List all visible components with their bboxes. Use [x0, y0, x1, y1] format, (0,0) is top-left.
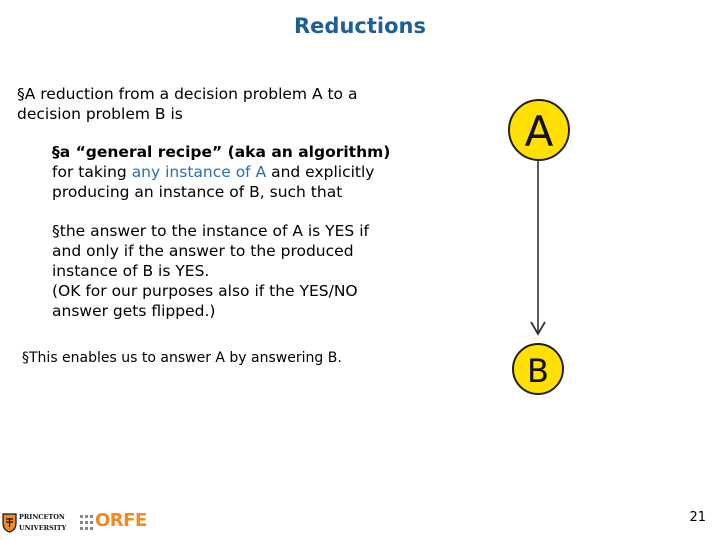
princeton-wordmark: PRINCETON: [19, 513, 65, 521]
answer-condition-text: §the answer to the instance of A is YES if and only if the answer to the produced instance of B is YES.: [52, 222, 369, 280]
node-b-label: B: [527, 352, 549, 390]
recipe-suffix: and explicitly producing an instance of B, such that: [52, 163, 375, 201]
orfe-grid-icon: [80, 515, 93, 531]
any-instance-highlight: any instance of A: [131, 163, 267, 181]
node-a-label: A: [524, 107, 554, 156]
answer-flip-note: (OK for our purposes also if the YES/NO answer gets flipped.): [52, 282, 358, 320]
slide-title: Reductions: [294, 14, 426, 38]
orfe-logo: [80, 510, 150, 536]
bullet-conclusion: §This enables us to answer A by answering B.: [22, 350, 342, 366]
recipe-mid: for taking: [52, 163, 132, 181]
orfe-wordmark: ORFE: [95, 510, 147, 531]
page-number: 21: [689, 510, 706, 525]
reduction-diagram: [496, 88, 586, 408]
princeton-shield-icon: [2, 513, 17, 533]
bullet-answer-condition: [52, 221, 392, 321]
recipe-text: §a “general recipe” (aka an algorithm): [52, 143, 391, 161]
university-wordmark: UNIVERSITY: [19, 524, 67, 532]
bullet-definition: §A reduction from a decision problem A to a decision problem B is: [17, 85, 358, 123]
bullet-general-recipe: [52, 142, 402, 202]
princeton-logo: [2, 512, 74, 534]
